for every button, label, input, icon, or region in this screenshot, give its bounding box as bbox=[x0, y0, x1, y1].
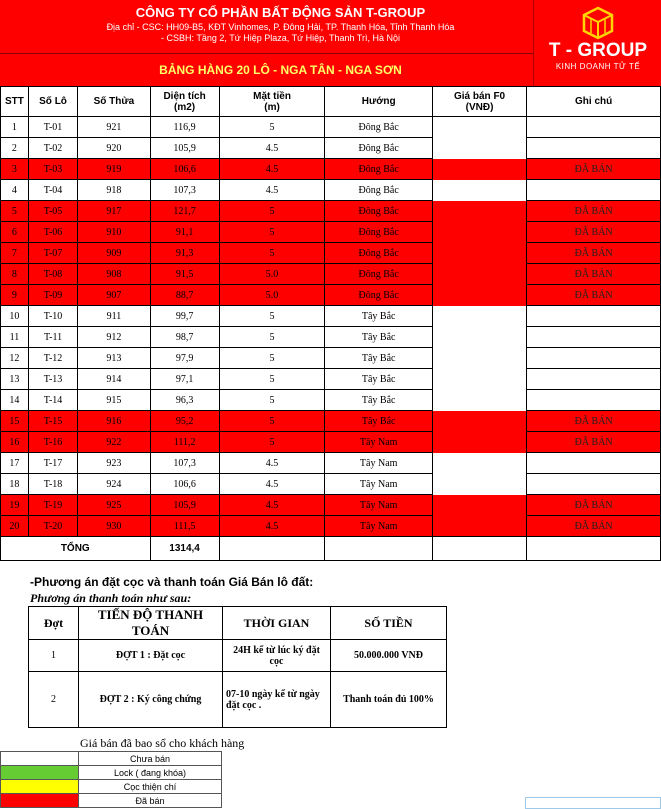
price-cell bbox=[432, 180, 526, 201]
price-cell bbox=[432, 285, 526, 306]
stt-cell: 18 bbox=[1, 474, 29, 495]
table-row bbox=[1, 201, 661, 222]
legend-item bbox=[1, 752, 222, 766]
total-empty bbox=[325, 537, 432, 561]
legend-label: Cọc thiện chí bbox=[79, 780, 222, 794]
frontage-cell: 5.0 bbox=[219, 264, 325, 285]
lot-cell: T-13 bbox=[28, 369, 77, 390]
direction-cell: Tây Bắc bbox=[325, 306, 432, 327]
note-cell: ĐÃ BÁN bbox=[527, 159, 661, 180]
legend-item bbox=[1, 794, 222, 808]
direction-cell: Đông Bắc bbox=[325, 285, 432, 306]
table-row bbox=[1, 180, 661, 201]
table-row bbox=[1, 264, 661, 285]
direction-cell: Đông Bắc bbox=[325, 117, 432, 138]
lot-cell: T-11 bbox=[28, 327, 77, 348]
col-header-price: Giá bán F0 (VNĐ) bbox=[432, 87, 526, 117]
frontage-cell: 4.5 bbox=[219, 453, 325, 474]
area-cell: 91,1 bbox=[150, 222, 219, 243]
frontage-cell: 4.5 bbox=[219, 516, 325, 537]
frontage-cell: 5 bbox=[219, 306, 325, 327]
legend-item bbox=[1, 780, 222, 794]
lot-cell: T-06 bbox=[28, 222, 77, 243]
area-cell: 96,3 bbox=[150, 390, 219, 411]
frontage-cell: 4.5 bbox=[219, 180, 325, 201]
area-cell: 98,7 bbox=[150, 327, 219, 348]
parcel-cell: 923 bbox=[78, 453, 150, 474]
table-row bbox=[1, 369, 661, 390]
lot-cell: T-20 bbox=[28, 516, 77, 537]
stt-cell: 7 bbox=[1, 243, 29, 264]
price-cell bbox=[432, 264, 526, 285]
note-cell: ĐÃ BÁN bbox=[527, 432, 661, 453]
price-cell bbox=[432, 348, 526, 369]
stt-cell: 13 bbox=[1, 369, 29, 390]
note-cell: ĐÃ BÁN bbox=[527, 222, 661, 243]
table-row bbox=[1, 474, 661, 495]
area-cell: 106,6 bbox=[150, 474, 219, 495]
payment-col-time: THỜI GIAN bbox=[223, 607, 331, 640]
legend-item bbox=[1, 766, 222, 780]
price-cell bbox=[432, 159, 526, 180]
price-cell bbox=[432, 117, 526, 138]
direction-cell: Tây Bắc bbox=[325, 348, 432, 369]
legend-label: Lock ( đang khóa) bbox=[79, 766, 222, 780]
frontage-cell: 4.5 bbox=[219, 159, 325, 180]
payment-time: 07-10 ngày kể từ ngày đặt cọc . bbox=[223, 672, 331, 728]
stt-cell: 16 bbox=[1, 432, 29, 453]
area-cell: 105,9 bbox=[150, 495, 219, 516]
payment-time: 24H kể từ lúc ký đặt cọc bbox=[223, 640, 331, 672]
lot-cell: T-03 bbox=[28, 159, 77, 180]
payment-table bbox=[28, 606, 447, 728]
logo-wordmark: T - GROUP bbox=[548, 40, 648, 61]
payment-col-progress: TIẾN ĐỘ THANH TOÁN bbox=[79, 607, 223, 640]
stt-cell: 6 bbox=[1, 222, 29, 243]
col-header-stt: STT bbox=[1, 87, 29, 117]
direction-cell: Đông Bắc bbox=[325, 180, 432, 201]
parcel-cell: 918 bbox=[78, 180, 150, 201]
stt-cell: 17 bbox=[1, 453, 29, 474]
direction-cell: Tây Bắc bbox=[325, 390, 432, 411]
stt-cell: 14 bbox=[1, 390, 29, 411]
payment-header-row bbox=[29, 607, 447, 640]
table-row bbox=[1, 306, 661, 327]
parcel-cell: 915 bbox=[78, 390, 150, 411]
company-address-1: Địa chỉ - CSC: HH09-B5, KĐT Vinhomes, P. Đông Hải, TP. Thanh Hóa, Tỉnh Thanh Hóa bbox=[106, 22, 455, 32]
stt-cell: 3 bbox=[1, 159, 29, 180]
frontage-cell: 4.5 bbox=[219, 474, 325, 495]
total-row bbox=[1, 537, 661, 561]
parcel-cell: 924 bbox=[78, 474, 150, 495]
direction-cell: Tây Nam bbox=[325, 516, 432, 537]
price-cell bbox=[432, 138, 526, 159]
stt-cell: 9 bbox=[1, 285, 29, 306]
company-info bbox=[28, 0, 533, 86]
area-cell: 107,3 bbox=[150, 180, 219, 201]
note-cell bbox=[527, 453, 661, 474]
lot-cell: T-02 bbox=[28, 138, 77, 159]
note-cell bbox=[527, 306, 661, 327]
parcel-cell: 925 bbox=[78, 495, 150, 516]
table-row bbox=[1, 327, 661, 348]
direction-cell: Đông Bắc bbox=[325, 138, 432, 159]
company-address-2: - CSBH: Tầng 2, Tứ Hiệp Plaza, Tứ Hiệp, Thanh Trì, Hà Nội bbox=[161, 33, 400, 43]
lot-cell: T-10 bbox=[28, 306, 77, 327]
stt-cell: 1 bbox=[1, 117, 29, 138]
area-cell: 91,3 bbox=[150, 243, 219, 264]
price-cell bbox=[432, 369, 526, 390]
note-cell: ĐÃ BÁN bbox=[527, 243, 661, 264]
table-row bbox=[1, 432, 661, 453]
payment-phase: 2 bbox=[29, 672, 79, 728]
direction-cell: Tây Nam bbox=[325, 474, 432, 495]
legend-swatch bbox=[1, 752, 79, 766]
direction-cell: Tây Bắc bbox=[325, 327, 432, 348]
note-cell: ĐÃ BÁN bbox=[527, 285, 661, 306]
frontage-cell: 5 bbox=[219, 201, 325, 222]
direction-cell: Đông Bắc bbox=[325, 243, 432, 264]
total-empty bbox=[527, 537, 661, 561]
table-header-row bbox=[1, 87, 661, 117]
table-row bbox=[1, 453, 661, 474]
frontage-cell: 5 bbox=[219, 243, 325, 264]
price-cell bbox=[432, 201, 526, 222]
frontage-cell: 5 bbox=[219, 432, 325, 453]
area-cell: 106,6 bbox=[150, 159, 219, 180]
payment-col-phase: Đợt bbox=[29, 607, 79, 640]
stt-cell: 5 bbox=[1, 201, 29, 222]
total-area: 1314,4 bbox=[150, 537, 219, 561]
frontage-cell: 5 bbox=[219, 369, 325, 390]
lot-cell: T-05 bbox=[28, 201, 77, 222]
price-cell bbox=[432, 222, 526, 243]
area-cell: 105,9 bbox=[150, 138, 219, 159]
legend-title: Giá bán đã bao sổ cho khách hàng bbox=[80, 736, 245, 750]
lot-cell: T-09 bbox=[28, 285, 77, 306]
header-divider bbox=[0, 53, 533, 54]
parcel-cell: 912 bbox=[78, 327, 150, 348]
lot-cell: T-12 bbox=[28, 348, 77, 369]
payment-progress: ĐỢT 2 : Ký công chứng bbox=[79, 672, 223, 728]
status-legend bbox=[0, 751, 222, 808]
table-row bbox=[1, 159, 661, 180]
frontage-cell: 5 bbox=[219, 117, 325, 138]
payment-col-amount: SỐ TIỀN bbox=[331, 607, 447, 640]
parcel-cell: 909 bbox=[78, 243, 150, 264]
area-cell: 111,5 bbox=[150, 516, 219, 537]
stt-cell: 10 bbox=[1, 306, 29, 327]
note-cell bbox=[527, 138, 661, 159]
parcel-cell: 920 bbox=[78, 138, 150, 159]
payment-amount: Thanh toán đủ 100% bbox=[331, 672, 447, 728]
lot-cell: T-15 bbox=[28, 411, 77, 432]
direction-cell: Đông Bắc bbox=[325, 201, 432, 222]
frontage-cell: 5 bbox=[219, 222, 325, 243]
col-header-note: Ghi chú bbox=[527, 87, 661, 117]
parcel-cell: 921 bbox=[78, 117, 150, 138]
lot-cell: T-08 bbox=[28, 264, 77, 285]
frontage-cell: 5 bbox=[219, 411, 325, 432]
note-cell: ĐÃ BÁN bbox=[527, 264, 661, 285]
table-row bbox=[1, 117, 661, 138]
frontage-cell: 4.5 bbox=[219, 495, 325, 516]
table-row bbox=[1, 411, 661, 432]
lot-cell: T-16 bbox=[28, 432, 77, 453]
stt-cell: 4 bbox=[1, 180, 29, 201]
header-banner bbox=[0, 0, 661, 86]
note-cell bbox=[527, 327, 661, 348]
company-name: CÔNG TY CỔ PHẦN BẤT ĐỘNG SẢN T-GROUP bbox=[135, 5, 426, 20]
price-cell bbox=[432, 243, 526, 264]
col-header-direction: Hướng bbox=[325, 87, 432, 117]
frontage-cell: 5 bbox=[219, 327, 325, 348]
company-logo bbox=[533, 0, 661, 86]
area-cell: 91,5 bbox=[150, 264, 219, 285]
col-header-area: Diện tích (m2) bbox=[150, 87, 219, 117]
selected-cell[interactable] bbox=[525, 797, 661, 809]
area-cell: 97,9 bbox=[150, 348, 219, 369]
payment-subtitle: Phương án thanh toán như sau: bbox=[30, 591, 192, 605]
lots-table-body bbox=[1, 117, 661, 537]
direction-cell: Tây Bắc bbox=[325, 369, 432, 390]
table-row bbox=[1, 222, 661, 243]
payment-progress: ĐỢT 1 : Đặt cọc bbox=[79, 640, 223, 672]
payment-row bbox=[29, 672, 447, 728]
area-cell: 121,7 bbox=[150, 201, 219, 222]
price-cell bbox=[432, 411, 526, 432]
frontage-cell: 5 bbox=[219, 348, 325, 369]
note-cell bbox=[527, 348, 661, 369]
direction-cell: Tây Nam bbox=[325, 432, 432, 453]
direction-cell: Đông Bắc bbox=[325, 159, 432, 180]
col-header-parcel: Số Thửa bbox=[78, 87, 150, 117]
area-cell: 116,9 bbox=[150, 117, 219, 138]
direction-cell: Đông Bắc bbox=[325, 222, 432, 243]
price-cell bbox=[432, 390, 526, 411]
legend-label: Đã bán bbox=[79, 794, 222, 808]
payment-title: -Phương án đặt cọc và thanh toán Giá Bán lô đất: bbox=[30, 575, 314, 589]
frontage-cell: 4.5 bbox=[219, 138, 325, 159]
parcel-cell: 913 bbox=[78, 348, 150, 369]
payment-phase: 1 bbox=[29, 640, 79, 672]
parcel-cell: 914 bbox=[78, 369, 150, 390]
legend-label: Chưa bán bbox=[79, 752, 222, 766]
stt-cell: 19 bbox=[1, 495, 29, 516]
price-cell bbox=[432, 453, 526, 474]
stt-cell: 2 bbox=[1, 138, 29, 159]
price-cell bbox=[432, 306, 526, 327]
lot-cell: T-07 bbox=[28, 243, 77, 264]
lots-table bbox=[0, 86, 661, 561]
logo-tagline: KINH DOANH TỬ TẾ bbox=[555, 62, 641, 71]
table-row bbox=[1, 285, 661, 306]
parcel-cell: 919 bbox=[78, 159, 150, 180]
stt-cell: 20 bbox=[1, 516, 29, 537]
note-cell: ĐÃ BÁN bbox=[527, 411, 661, 432]
table-row bbox=[1, 516, 661, 537]
area-cell: 107,3 bbox=[150, 453, 219, 474]
payment-amount: 50.000.000 VNĐ bbox=[331, 640, 447, 672]
stt-cell: 11 bbox=[1, 327, 29, 348]
lot-cell: T-14 bbox=[28, 390, 77, 411]
note-cell bbox=[527, 117, 661, 138]
area-cell: 111,2 bbox=[150, 432, 219, 453]
note-cell: ĐÃ BÁN bbox=[527, 495, 661, 516]
lot-cell: T-18 bbox=[28, 474, 77, 495]
total-empty bbox=[219, 537, 325, 561]
note-cell bbox=[527, 474, 661, 495]
area-cell: 88,7 bbox=[150, 285, 219, 306]
payment-row bbox=[29, 640, 447, 672]
legend-swatch bbox=[1, 766, 79, 780]
cube-logo-icon bbox=[581, 6, 615, 40]
area-cell: 97,1 bbox=[150, 369, 219, 390]
parcel-cell: 907 bbox=[78, 285, 150, 306]
note-cell: ĐÃ BÁN bbox=[527, 201, 661, 222]
table-row bbox=[1, 348, 661, 369]
parcel-cell: 908 bbox=[78, 264, 150, 285]
note-cell bbox=[527, 180, 661, 201]
parcel-cell: 930 bbox=[78, 516, 150, 537]
board-title: BẢNG HÀNG 20 LÔ - NGA TÂN - NGA SƠN bbox=[159, 63, 402, 77]
area-cell: 99,7 bbox=[150, 306, 219, 327]
lot-cell: T-01 bbox=[28, 117, 77, 138]
price-cell bbox=[432, 432, 526, 453]
price-cell bbox=[432, 516, 526, 537]
parcel-cell: 922 bbox=[78, 432, 150, 453]
stt-cell: 12 bbox=[1, 348, 29, 369]
parcel-cell: 917 bbox=[78, 201, 150, 222]
table-row bbox=[1, 243, 661, 264]
lot-cell: T-17 bbox=[28, 453, 77, 474]
note-cell bbox=[527, 390, 661, 411]
total-empty bbox=[432, 537, 526, 561]
direction-cell: Đông Bắc bbox=[325, 264, 432, 285]
stt-cell: 15 bbox=[1, 411, 29, 432]
lot-cell: T-04 bbox=[28, 180, 77, 201]
stt-cell: 8 bbox=[1, 264, 29, 285]
parcel-cell: 911 bbox=[78, 306, 150, 327]
col-header-lot: Số Lô bbox=[28, 87, 77, 117]
note-cell bbox=[527, 369, 661, 390]
frontage-cell: 5.0 bbox=[219, 285, 325, 306]
parcel-cell: 916 bbox=[78, 411, 150, 432]
table-row bbox=[1, 495, 661, 516]
table-row bbox=[1, 390, 661, 411]
note-cell: ĐÃ BÁN bbox=[527, 516, 661, 537]
price-cell bbox=[432, 474, 526, 495]
frontage-cell: 5 bbox=[219, 390, 325, 411]
area-cell: 95,2 bbox=[150, 411, 219, 432]
lot-cell: T-19 bbox=[28, 495, 77, 516]
direction-cell: Tây Nam bbox=[325, 453, 432, 474]
parcel-cell: 910 bbox=[78, 222, 150, 243]
price-cell bbox=[432, 495, 526, 516]
col-header-frontage: Mặt tiền (m) bbox=[219, 87, 325, 117]
direction-cell: Tây Nam bbox=[325, 495, 432, 516]
direction-cell: Tây Bắc bbox=[325, 411, 432, 432]
legend-swatch bbox=[1, 780, 79, 794]
table-row bbox=[1, 138, 661, 159]
price-cell bbox=[432, 327, 526, 348]
legend-swatch bbox=[1, 794, 79, 808]
total-label: TỔNG bbox=[1, 537, 151, 561]
